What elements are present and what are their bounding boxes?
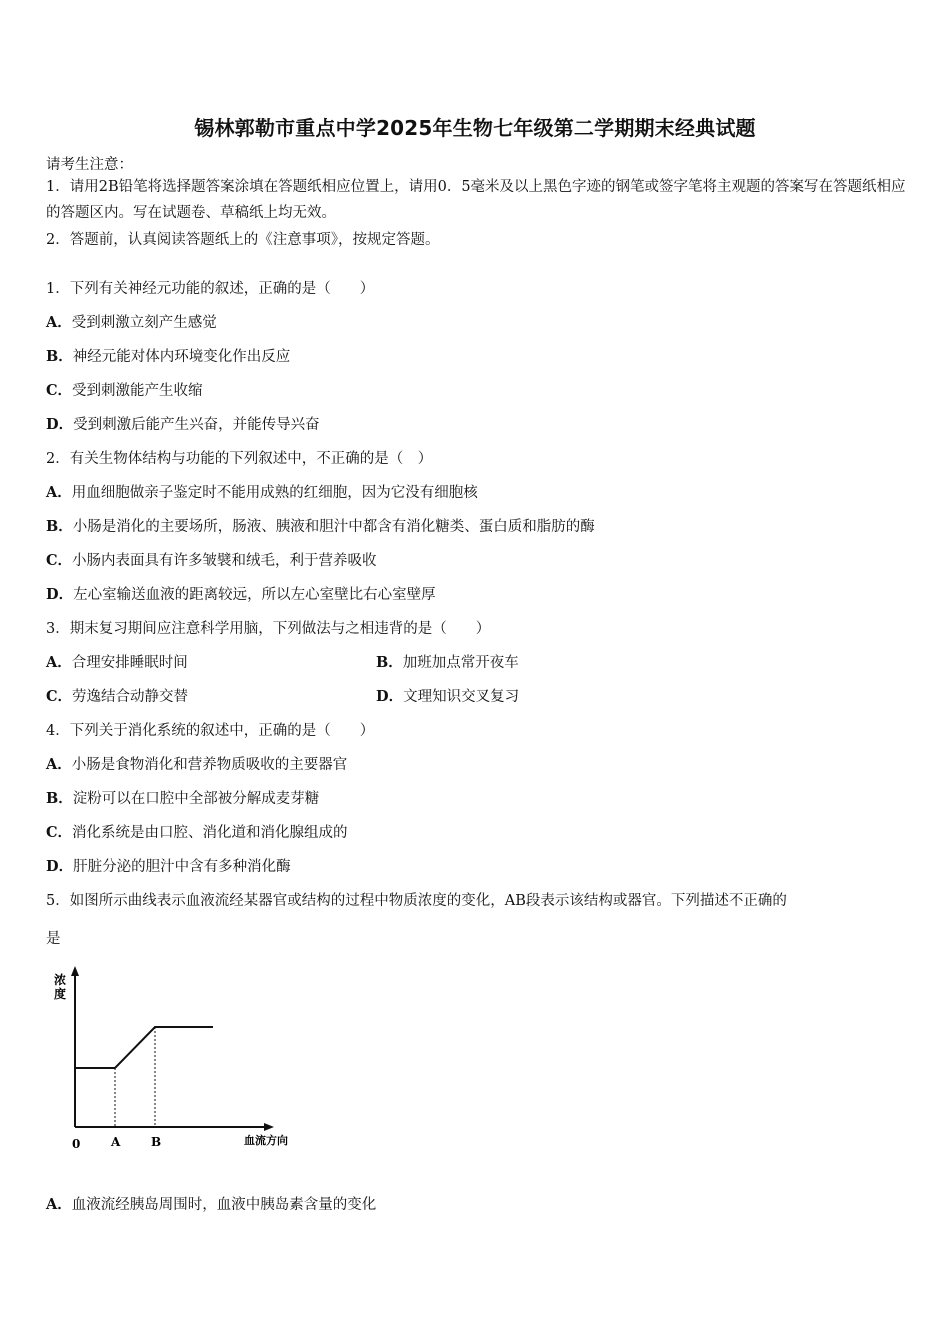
notice-heading: 请考生注意： [46, 157, 133, 173]
concentration-curve [75, 1027, 213, 1068]
option-letter: A． [46, 654, 72, 671]
option-letter: C． [46, 552, 73, 569]
option-text: 小肠是消化的主要场所，肠液、胰液和胆汁中都含有消化糖类、蛋白质和脂肪的酶 [72, 519, 595, 535]
option-text: 用血细胞做亲子鉴定时不能用成熟的红细胞，因为它没有细胞核 [71, 485, 478, 501]
option-text: 消化系统是由口腔、消化道和消化腺组成的 [72, 825, 348, 841]
option-text: 肝脏分泌的胆汁中含有多种消化酶 [73, 859, 291, 875]
notice-item-1: 1．请用2B铅笔将选择题答案涂填在答题纸相应位置上，请用0．5毫米及以上黑色字迹的钢笔或签字笔将主观题的答案写在答题纸相应的答题区内。写在试题卷、草稿纸上均无效。 [46, 179, 906, 221]
q1-option-b [46, 345, 290, 366]
option-letter: A． [46, 314, 72, 331]
x-axis-arrow [264, 1123, 274, 1131]
q2-option-b [46, 515, 595, 536]
question-5-stem-cont: 是 [46, 931, 61, 947]
q4-option-c [46, 821, 348, 842]
option-letter: B． [46, 518, 73, 535]
option-letter: A． [46, 756, 72, 773]
question-3-stem: 3．期末复习期间应注意科学用脑，下列做法与之相违背的是（ ） [46, 621, 491, 637]
q4-option-b [46, 787, 319, 808]
option-text: 左心室输送血液的距离较远，所以左心室壁比右心室壁厚 [73, 587, 436, 603]
q3-option-a [46, 651, 188, 672]
y-axis-arrow [71, 966, 79, 976]
option-text: 小肠是食物消化和营养物质吸收的主要器官 [71, 757, 348, 773]
tick-a-label: A [111, 1135, 121, 1149]
concentration-graph [40, 962, 310, 1157]
option-text: 受到刺激能产生收缩 [72, 383, 203, 399]
tick-b-label: B [151, 1135, 162, 1149]
option-letter: A． [46, 484, 72, 501]
option-letter: D． [376, 688, 404, 705]
option-letter: C． [46, 382, 73, 399]
option-letter: B． [46, 348, 73, 365]
page-title: 锡林郭勒市重点中学2025年生物七年级第二学期期末经典试题 [194, 116, 756, 140]
option-letter: C． [46, 688, 73, 705]
x-axis-label: 血流方向 [244, 1134, 288, 1147]
q1-option-a [46, 311, 217, 332]
option-text: 淀粉可以在口腔中全部被分解成麦芽糖 [72, 791, 320, 807]
option-letter: D． [46, 416, 74, 433]
q2-option-c [46, 549, 377, 570]
q4-option-d [46, 855, 291, 876]
notice-item-2: 2．答题前，认真阅读答题纸上的《注意事项》，按规定答题。 [46, 232, 440, 248]
option-text: 血液流经胰岛周围时，血液中胰岛素含量的变化 [71, 1197, 377, 1213]
option-text: 小肠内表面具有许多皱襞和绒毛，利于营养吸收 [72, 553, 377, 569]
q3-option-b [376, 651, 519, 672]
q3-option-d [376, 685, 519, 706]
option-letter: B． [46, 790, 73, 807]
option-text: 合理安排睡眠时间 [71, 655, 188, 671]
y-label-1: 浓 [54, 973, 67, 987]
option-text: 神经元能对体内环境变化作出反应 [72, 349, 291, 365]
option-letter: B． [376, 654, 403, 671]
option-text: 加班加点常开夜车 [402, 655, 519, 671]
q2-option-a [46, 481, 478, 502]
question-1-stem: 1．下列有关神经元功能的叙述，正确的是（ ） [46, 281, 375, 297]
question-5-stem: 5．如图所示曲线表示血液流经某器官或结构的过程中物质浓度的变化，AB段表示该结构或器官。下列描述不正确的 [46, 893, 787, 909]
option-text: 受到刺激后能产生兴奋，并能传导兴奋 [73, 417, 320, 433]
q3-option-c [46, 685, 188, 706]
q4-option-a [46, 753, 347, 774]
option-text: 劳逸结合动静交替 [72, 689, 189, 705]
option-text: 受到刺激立刻产生感觉 [71, 315, 217, 331]
q1-option-c [46, 379, 203, 400]
q2-option-d [46, 583, 436, 604]
option-letter: C． [46, 824, 73, 841]
y-label-2: 度 [54, 987, 67, 1001]
question-2-stem: 2．有关生物体结构与功能的下列叙述中，不正确的是（ ） [46, 451, 433, 467]
option-letter: D． [46, 858, 74, 875]
option-text: 文理知识交叉复习 [403, 689, 520, 705]
option-letter: D． [46, 586, 74, 603]
option-letter: A． [46, 1196, 72, 1213]
q5-option-a [46, 1193, 376, 1214]
question-4-stem: 4．下列关于消化系统的叙述中，正确的是（ ） [46, 723, 375, 739]
q1-option-d [46, 413, 320, 434]
origin-label: 0 [72, 1137, 81, 1151]
